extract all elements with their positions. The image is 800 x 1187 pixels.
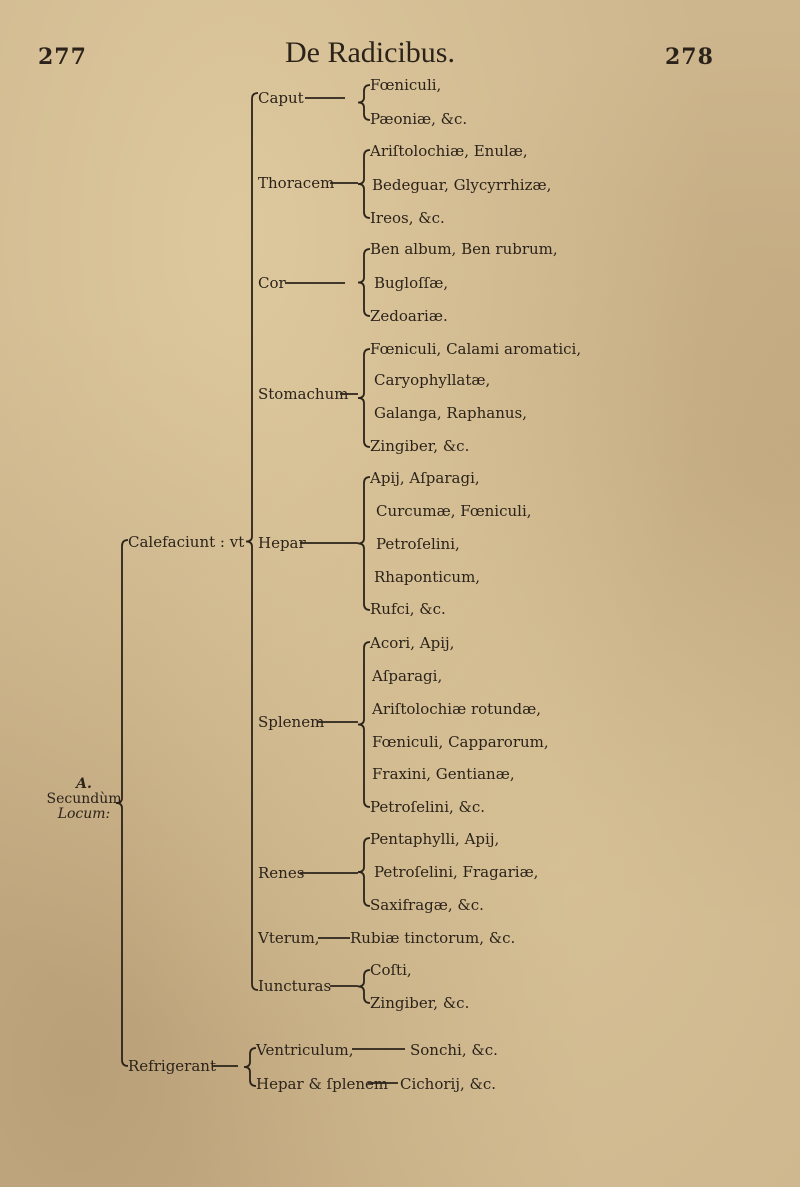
organ-hepar: Hepar — [258, 534, 306, 552]
root-marker: A. — [76, 776, 92, 792]
remedy-line: Fraxini, Gentianæ, — [372, 765, 515, 783]
remedy-brace — [358, 477, 370, 610]
organ-splenem: Splenem — [258, 713, 325, 731]
remedy-line: Galanga, Raphanus, — [374, 404, 527, 422]
remedy-line: Sonchi, &c. — [410, 1041, 498, 1059]
organ-cor: Cor — [258, 274, 286, 292]
page-number-right: 278 — [665, 44, 714, 70]
remedy-line: Rhaponticum, — [374, 568, 481, 586]
remedy-line: Aſparagi, — [372, 667, 443, 685]
remedy-brace — [358, 838, 370, 906]
remedy-line: Rufci, &c. — [370, 600, 446, 618]
organ-stomachum: Stomachum — [258, 385, 349, 403]
remedy-line: Bugloſſæ, — [374, 274, 449, 292]
remedy-line: Saxifragæ, &c. — [370, 896, 484, 914]
remedy-line: Pæoniæ, &c. — [370, 110, 468, 128]
remedy-line: Ariſtolochiæ, Enulæ, — [370, 142, 528, 160]
organ-brace-refrigerant — [244, 1048, 256, 1086]
organ-brace-calefaciunt — [246, 93, 258, 990]
remedy-line: Pentaphylli, Apij, — [370, 830, 500, 848]
calefaciunt-label: Calefaciunt : vt — [128, 533, 245, 551]
remedy-brace — [358, 349, 370, 447]
organ-caput: Caput — [258, 89, 304, 107]
remedy-brace — [358, 85, 370, 120]
organ-ventriculum: Ventriculum, — [256, 1041, 354, 1059]
remedy-brace — [358, 970, 370, 1003]
remedy-line: Zingiber, &c. — [370, 437, 470, 455]
refrigerant-label: Refrigerant — [128, 1057, 216, 1075]
remedy-line: Caryophyllatæ, — [374, 371, 491, 389]
remedy-line: Apij, Aſparagi, — [370, 469, 480, 487]
page-number-left: 277 — [38, 44, 87, 70]
remedy-line: Ben album, Ben rubrum, — [370, 240, 558, 258]
remedy-line: Zedoariæ. — [370, 307, 448, 325]
remedy-line: Curcumæ, Fœniculi, — [376, 502, 532, 520]
organ-renes: Renes — [258, 864, 305, 882]
remedy-line: Bedeguar, Glycyrrhizæ, — [372, 176, 552, 194]
remedy-line: Ariſtolochiæ rotundæ, — [372, 700, 541, 718]
organ-hepar-splenem: Hepar & ſplenem — [256, 1075, 389, 1093]
remedy-line: Fœniculi, Calami aromatici, — [370, 340, 582, 358]
remedy-line: Acori, Apij, — [370, 634, 455, 652]
remedy-line: Petroſelini, &c. — [370, 798, 486, 816]
organ-iuncturas: Iuncturas — [258, 977, 332, 995]
root-sublabel: Locum: — [57, 806, 111, 822]
remedy-line: Fœniculi, Capparorum, — [372, 733, 549, 751]
remedy-brace — [358, 249, 370, 316]
remedy-line: Cichorij, &c. — [400, 1075, 497, 1093]
remedy-brace — [358, 642, 370, 807]
organ-thoracem: Thoracem — [258, 174, 335, 192]
remedy-line: Rubiæ tinctorum, &c. — [350, 929, 516, 947]
remedy-line: Fœniculi, — [370, 76, 442, 94]
remedy-line: Petroſelini, Fragariæ, — [374, 863, 539, 881]
remedy-line: Ireos, &c. — [370, 209, 445, 227]
organ-vterum: Vterum, — [258, 929, 320, 947]
remedy-line: Zingiber, &c. — [370, 994, 470, 1012]
remedy-line: Coſti, — [370, 961, 412, 979]
remedy-line: Petroſelini, — [376, 535, 460, 553]
root-label: Secundùm — [46, 791, 122, 807]
page-title: De Radicibus. — [285, 36, 455, 69]
remedy-brace — [358, 150, 370, 218]
